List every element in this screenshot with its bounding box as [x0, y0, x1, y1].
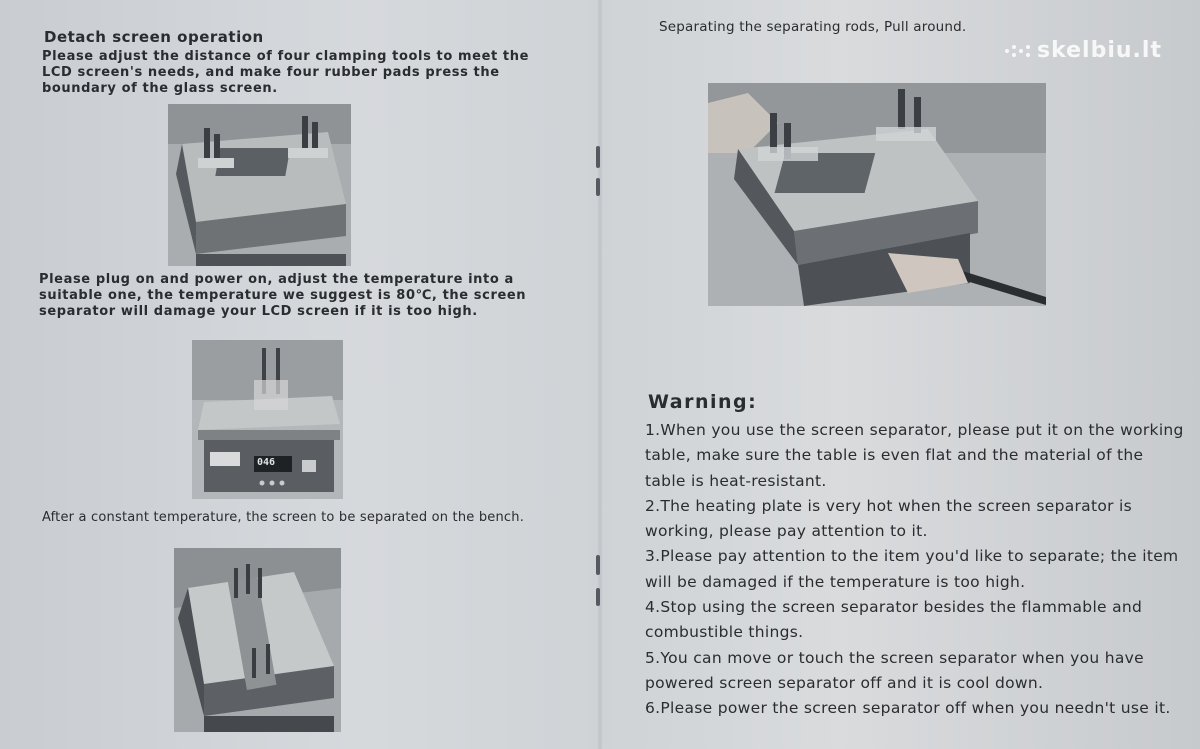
instruction-paragraph-2: Please plug on and power on, adjust the temperature into a suitable one, the temperature we suggest is 80℃, the screen separator will damage your LCD screen if it is too high.	[39, 272, 527, 319]
photo-separating-rods	[708, 83, 1046, 306]
staple-top	[596, 146, 600, 168]
staple-bottom-lower	[596, 588, 600, 606]
warning-heading: Warning:	[648, 391, 758, 413]
staple-bottom	[596, 555, 600, 575]
warning-item-2: 2.The heating plate is very hot when the screen separator is working, please pay attention to it.	[645, 496, 1133, 541]
warning-item-5: 5.You can move or touch the screen separator when you have powered screen separator off and it is cool down.	[645, 648, 1144, 692]
page-fold	[597, 0, 603, 749]
warning-list	[645, 418, 1185, 722]
watermark-text: skelbiu.lt	[1037, 38, 1162, 63]
caption-separating-rods: Separating the separating rods, Pull around.	[659, 19, 967, 35]
instruction-paragraph-1: Please adjust the distance of four clamping tools to meet the LCD screen's needs, and make four rubber pads press the boundary of the glass screen.	[42, 49, 530, 96]
warning-item-1: 1.When you use the screen separator, please put it on the working table, make sure the table is even flat and the material of the table is heat-resistant.	[645, 421, 1184, 490]
temperature-readout: 046	[257, 457, 276, 468]
watermark	[1003, 38, 1162, 63]
page-title: Detach screen operation	[44, 28, 264, 46]
warning-item-6: 6.Please power the screen separator off when you needn't use it.	[645, 699, 1171, 718]
watermark-logo-icon	[1003, 43, 1033, 59]
caption-bench: After a constant temperature, the screen to be separated on the bench.	[42, 510, 525, 525]
warning-item-4: 4.Stop using the screen separator besides the flammable and combustible things.	[645, 598, 1143, 642]
photo-clamping-tools	[168, 104, 351, 266]
photo-screen-on-bench	[174, 548, 341, 732]
warning-item-3: 3.Please pay attention to the item you'd like to separate; the item will be damaged if the temperature is too high.	[645, 547, 1179, 591]
photo-temperature-display	[192, 340, 343, 499]
staple-top-lower	[596, 178, 600, 196]
